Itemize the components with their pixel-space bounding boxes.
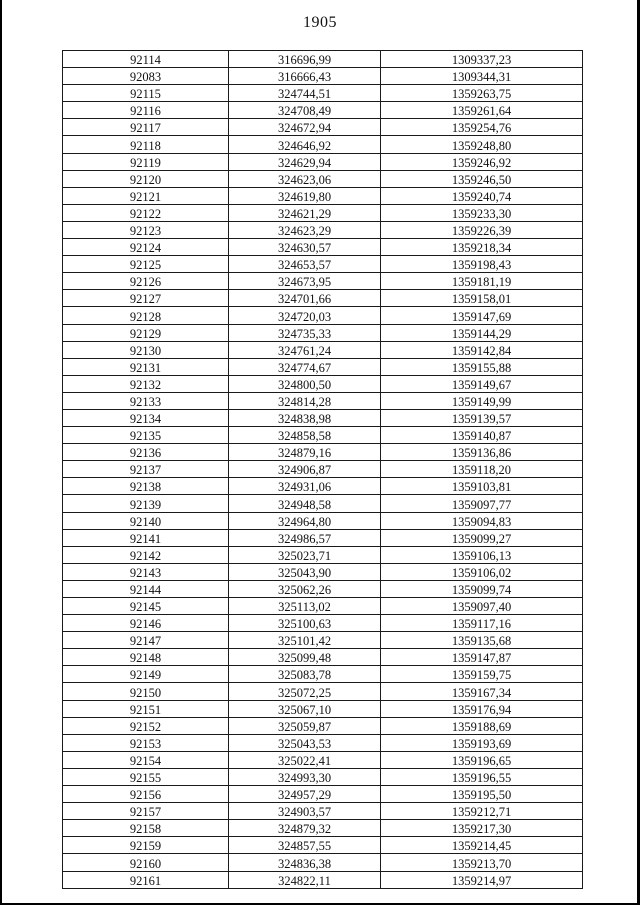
x-coordinate-cell: 324957,29 [229, 786, 381, 803]
table-row [63, 375, 583, 392]
point-number-cell: 92126 [63, 273, 229, 290]
point-number-cell: 92153 [63, 734, 229, 751]
y-coordinate-cell: 1359246,92 [381, 153, 583, 170]
point-number-cell: 92141 [63, 529, 229, 546]
x-coordinate-cell: 324857,55 [229, 837, 381, 854]
table-row [63, 854, 583, 871]
y-coordinate-cell: 1359217,30 [381, 820, 583, 837]
point-number-cell: 92083 [63, 68, 229, 85]
table-row [63, 632, 583, 649]
table-row [63, 324, 583, 341]
x-coordinate-cell: 325067,10 [229, 700, 381, 717]
x-coordinate-cell: 324903,57 [229, 803, 381, 820]
table-row [63, 392, 583, 409]
point-number-cell: 92117 [63, 119, 229, 136]
coordinates-table-body [63, 51, 583, 889]
table-row [63, 529, 583, 546]
point-number-cell: 92128 [63, 307, 229, 324]
point-number-cell: 92147 [63, 632, 229, 649]
x-coordinate-cell: 324800,50 [229, 375, 381, 392]
x-coordinate-cell: 324708,49 [229, 102, 381, 119]
table-row [63, 119, 583, 136]
table-row [63, 187, 583, 204]
point-number-cell: 92120 [63, 170, 229, 187]
table-row [63, 563, 583, 580]
x-coordinate-cell: 325062,26 [229, 580, 381, 597]
y-coordinate-cell: 1359135,68 [381, 632, 583, 649]
table-row [63, 768, 583, 785]
point-number-cell: 92138 [63, 478, 229, 495]
table-row [63, 495, 583, 512]
x-coordinate-cell: 324629,94 [229, 153, 381, 170]
x-coordinate-cell: 324761,24 [229, 341, 381, 358]
table-row [63, 820, 583, 837]
y-coordinate-cell: 1359213,70 [381, 854, 583, 871]
x-coordinate-cell: 325072,25 [229, 683, 381, 700]
point-number-cell: 92156 [63, 786, 229, 803]
table-row [63, 803, 583, 820]
y-coordinate-cell: 1359142,84 [381, 341, 583, 358]
y-coordinate-cell: 1359149,67 [381, 375, 583, 392]
table-row [63, 256, 583, 273]
y-coordinate-cell: 1359240,74 [381, 187, 583, 204]
x-coordinate-cell: 324948,58 [229, 495, 381, 512]
y-coordinate-cell: 1359195,50 [381, 786, 583, 803]
x-coordinate-cell: 324621,29 [229, 204, 381, 221]
table-row [63, 512, 583, 529]
x-coordinate-cell: 324986,57 [229, 529, 381, 546]
y-coordinate-cell: 1359188,69 [381, 717, 583, 734]
x-coordinate-cell: 324814,28 [229, 392, 381, 409]
point-number-cell: 92142 [63, 546, 229, 563]
table-row [63, 136, 583, 153]
table-row [63, 478, 583, 495]
point-number-cell: 92134 [63, 409, 229, 426]
x-coordinate-cell: 324701,66 [229, 290, 381, 307]
y-coordinate-cell: 1359214,45 [381, 837, 583, 854]
table-row [63, 51, 583, 68]
y-coordinate-cell: 1359196,65 [381, 751, 583, 768]
point-number-cell: 92140 [63, 512, 229, 529]
point-number-cell: 92143 [63, 563, 229, 580]
point-number-cell: 92130 [63, 341, 229, 358]
y-coordinate-cell: 1359117,16 [381, 615, 583, 632]
x-coordinate-cell: 325113,02 [229, 598, 381, 615]
point-number-cell: 92154 [63, 751, 229, 768]
x-coordinate-cell: 325100,63 [229, 615, 381, 632]
point-number-cell: 92119 [63, 153, 229, 170]
y-coordinate-cell: 1359193,69 [381, 734, 583, 751]
y-coordinate-cell: 1359147,69 [381, 307, 583, 324]
point-number-cell: 92149 [63, 666, 229, 683]
y-coordinate-cell: 1359263,75 [381, 85, 583, 102]
y-coordinate-cell: 1359155,88 [381, 358, 583, 375]
table-row [63, 786, 583, 803]
x-coordinate-cell: 324964,80 [229, 512, 381, 529]
table-row [63, 239, 583, 256]
point-number-cell: 92161 [63, 871, 229, 888]
table-row [63, 717, 583, 734]
y-coordinate-cell: 1359144,29 [381, 324, 583, 341]
y-coordinate-cell: 1359159,75 [381, 666, 583, 683]
point-number-cell: 92155 [63, 768, 229, 785]
table-row [63, 580, 583, 597]
point-number-cell: 92131 [63, 358, 229, 375]
y-coordinate-cell: 1359106,13 [381, 546, 583, 563]
y-coordinate-cell: 1359103,81 [381, 478, 583, 495]
x-coordinate-cell: 324720,03 [229, 307, 381, 324]
point-number-cell: 92124 [63, 239, 229, 256]
y-coordinate-cell: 1359139,57 [381, 409, 583, 426]
point-number-cell: 92136 [63, 444, 229, 461]
y-coordinate-cell: 1309344,31 [381, 68, 583, 85]
y-coordinate-cell: 1359233,30 [381, 204, 583, 221]
x-coordinate-cell: 324879,32 [229, 820, 381, 837]
y-coordinate-cell: 1309337,23 [381, 51, 583, 68]
y-coordinate-cell: 1359136,86 [381, 444, 583, 461]
y-coordinate-cell: 1359226,39 [381, 221, 583, 238]
table-row [63, 546, 583, 563]
y-coordinate-cell: 1359212,71 [381, 803, 583, 820]
point-number-cell: 92132 [63, 375, 229, 392]
table-row [63, 102, 583, 119]
x-coordinate-cell: 324630,57 [229, 239, 381, 256]
table-row [63, 837, 583, 854]
table-row [63, 204, 583, 221]
table-row [63, 444, 583, 461]
x-coordinate-cell: 324619,80 [229, 187, 381, 204]
y-coordinate-cell: 1359167,34 [381, 683, 583, 700]
y-coordinate-cell: 1359254,76 [381, 119, 583, 136]
coordinates-table [62, 50, 583, 889]
table-row [63, 461, 583, 478]
x-coordinate-cell: 324735,33 [229, 324, 381, 341]
x-coordinate-cell: 324673,95 [229, 273, 381, 290]
x-coordinate-cell: 325022,41 [229, 751, 381, 768]
point-number-cell: 92135 [63, 427, 229, 444]
x-coordinate-cell: 325083,78 [229, 666, 381, 683]
y-coordinate-cell: 1359140,87 [381, 427, 583, 444]
y-coordinate-cell: 1359198,43 [381, 256, 583, 273]
table-row [63, 615, 583, 632]
table-row [63, 307, 583, 324]
table-row [63, 341, 583, 358]
point-number-cell: 92160 [63, 854, 229, 871]
x-coordinate-cell: 324838,98 [229, 409, 381, 426]
x-coordinate-cell: 324993,30 [229, 768, 381, 785]
table-row [63, 598, 583, 615]
point-number-cell: 92152 [63, 717, 229, 734]
y-coordinate-cell: 1359097,77 [381, 495, 583, 512]
point-number-cell: 92148 [63, 649, 229, 666]
x-coordinate-cell: 324858,58 [229, 427, 381, 444]
y-coordinate-cell: 1359158,01 [381, 290, 583, 307]
x-coordinate-cell: 325043,90 [229, 563, 381, 580]
table-row [63, 683, 583, 700]
y-coordinate-cell: 1359147,87 [381, 649, 583, 666]
y-coordinate-cell: 1359246,50 [381, 170, 583, 187]
y-coordinate-cell: 1359099,74 [381, 580, 583, 597]
y-coordinate-cell: 1359261,64 [381, 102, 583, 119]
point-number-cell: 92125 [63, 256, 229, 273]
point-number-cell: 92137 [63, 461, 229, 478]
point-number-cell: 92123 [63, 221, 229, 238]
x-coordinate-cell: 325059,87 [229, 717, 381, 734]
table-row [63, 427, 583, 444]
x-coordinate-cell: 324623,29 [229, 221, 381, 238]
point-number-cell: 92145 [63, 598, 229, 615]
x-coordinate-cell: 324822,11 [229, 871, 381, 888]
point-number-cell: 92158 [63, 820, 229, 837]
y-coordinate-cell: 1359099,27 [381, 529, 583, 546]
point-number-cell: 92118 [63, 136, 229, 153]
point-number-cell: 92159 [63, 837, 229, 854]
table-row [63, 85, 583, 102]
table-row [63, 409, 583, 426]
table-row [63, 221, 583, 238]
point-number-cell: 92127 [63, 290, 229, 307]
point-number-cell: 92146 [63, 615, 229, 632]
x-coordinate-cell: 324906,87 [229, 461, 381, 478]
y-coordinate-cell: 1359176,94 [381, 700, 583, 717]
table-row [63, 734, 583, 751]
x-coordinate-cell: 324672,94 [229, 119, 381, 136]
point-number-cell: 92116 [63, 102, 229, 119]
table-row [63, 170, 583, 187]
table-row [63, 290, 583, 307]
y-coordinate-cell: 1359218,34 [381, 239, 583, 256]
point-number-cell: 92129 [63, 324, 229, 341]
table-row [63, 68, 583, 85]
x-coordinate-cell: 325099,48 [229, 649, 381, 666]
x-coordinate-cell: 325043,53 [229, 734, 381, 751]
x-coordinate-cell: 324774,67 [229, 358, 381, 375]
table-row [63, 273, 583, 290]
x-coordinate-cell: 324879,16 [229, 444, 381, 461]
y-coordinate-cell: 1359248,80 [381, 136, 583, 153]
y-coordinate-cell: 1359214,97 [381, 871, 583, 888]
x-coordinate-cell: 324744,51 [229, 85, 381, 102]
point-number-cell: 92144 [63, 580, 229, 597]
table-row [63, 700, 583, 717]
y-coordinate-cell: 1359196,55 [381, 768, 583, 785]
point-number-cell: 92151 [63, 700, 229, 717]
table-row [63, 358, 583, 375]
table-row [63, 751, 583, 768]
x-coordinate-cell: 324931,06 [229, 478, 381, 495]
y-coordinate-cell: 1359149,99 [381, 392, 583, 409]
table-row [63, 871, 583, 888]
x-coordinate-cell: 324623,06 [229, 170, 381, 187]
y-coordinate-cell: 1359106,02 [381, 563, 583, 580]
table-row [63, 153, 583, 170]
table-row [63, 649, 583, 666]
point-number-cell: 92114 [63, 51, 229, 68]
y-coordinate-cell: 1359118,20 [381, 461, 583, 478]
x-coordinate-cell: 325023,71 [229, 546, 381, 563]
x-coordinate-cell: 316696,99 [229, 51, 381, 68]
point-number-cell: 92121 [63, 187, 229, 204]
x-coordinate-cell: 316666,43 [229, 68, 381, 85]
table-row [63, 666, 583, 683]
point-number-cell: 92139 [63, 495, 229, 512]
x-coordinate-cell: 325101,42 [229, 632, 381, 649]
y-coordinate-cell: 1359181,19 [381, 273, 583, 290]
point-number-cell: 92150 [63, 683, 229, 700]
x-coordinate-cell: 324653,57 [229, 256, 381, 273]
x-coordinate-cell: 324836,38 [229, 854, 381, 871]
point-number-cell: 92133 [63, 392, 229, 409]
y-coordinate-cell: 1359097,40 [381, 598, 583, 615]
page-number: 1905 [303, 14, 337, 31]
x-coordinate-cell: 324646,92 [229, 136, 381, 153]
y-coordinate-cell: 1359094,83 [381, 512, 583, 529]
point-number-cell: 92122 [63, 204, 229, 221]
point-number-cell: 92157 [63, 803, 229, 820]
point-number-cell: 92115 [63, 85, 229, 102]
